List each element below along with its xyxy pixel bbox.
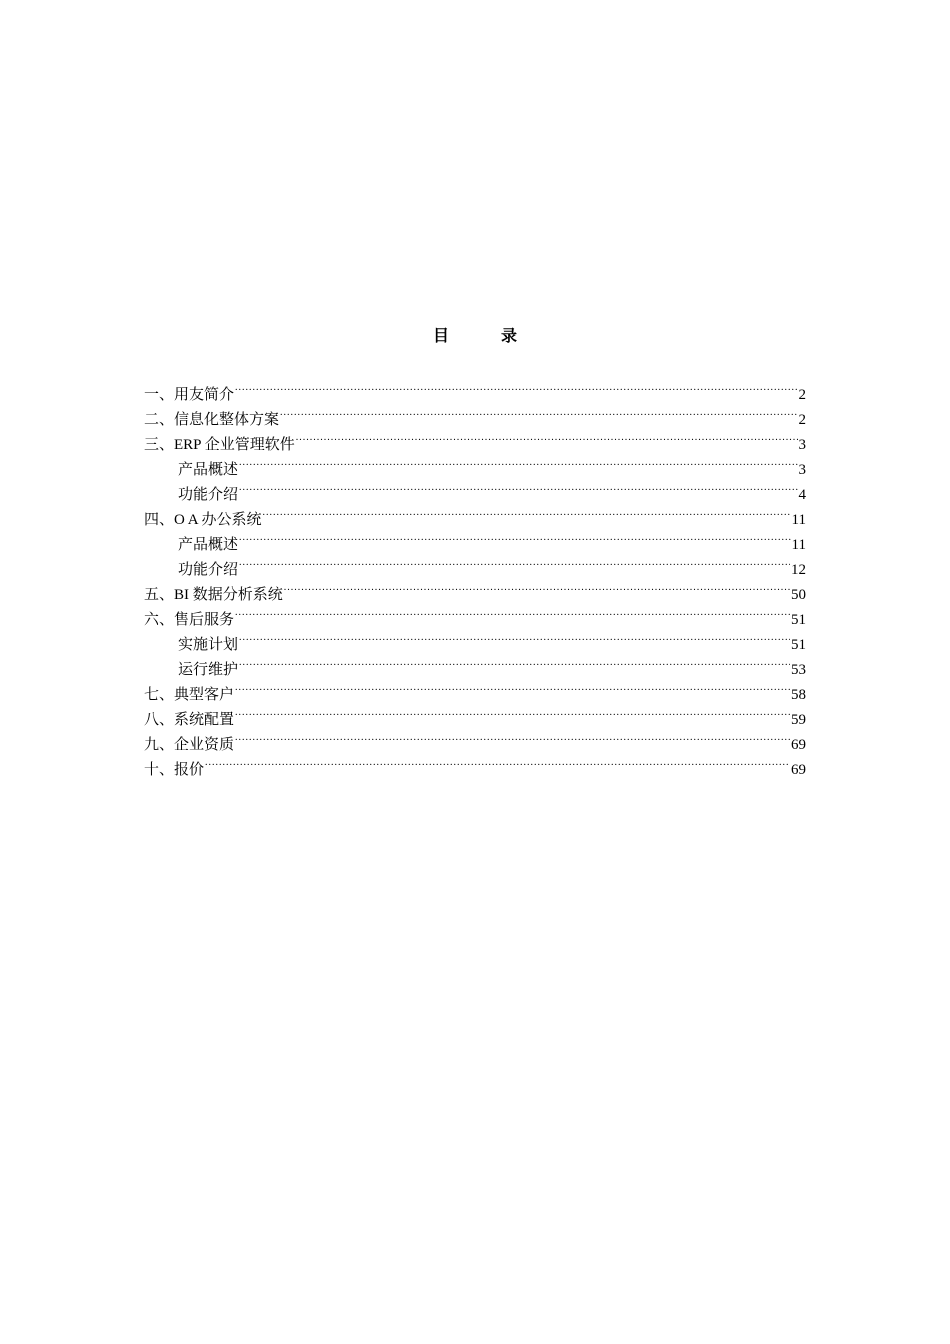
toc-dot-leader: [235, 674, 790, 699]
toc-page-number: 2: [798, 387, 806, 403]
toc-entry-label: 八、系统配置: [144, 712, 235, 728]
toc-entry-label: 功能介绍: [178, 487, 239, 503]
toc-dot-leader: [239, 449, 797, 474]
toc-entry-label: 功能介绍: [178, 562, 239, 578]
toc-subentry[interactable]: [144, 649, 806, 678]
toc-dot-leader: [205, 749, 790, 774]
toc-entry-label: 运行维护: [178, 662, 239, 678]
toc-entry[interactable]: [144, 574, 806, 603]
toc-entry[interactable]: [144, 674, 806, 703]
toc-entry-label: 七、典型客户: [144, 687, 235, 703]
toc-entry-label: 五、BI 数据分析系统: [144, 587, 283, 603]
toc-subentry[interactable]: [144, 624, 806, 653]
toc-subentry[interactable]: [144, 524, 806, 553]
toc-page-number: 59: [791, 712, 806, 728]
toc-entry[interactable]: [144, 599, 806, 628]
toc-subentry[interactable]: [144, 449, 806, 478]
toc-dot-leader: [239, 649, 790, 674]
toc-page-number: 3: [798, 462, 806, 478]
toc-title: 目 录: [432, 328, 535, 345]
toc-page-number: 51: [791, 637, 806, 653]
toc-entry-label: 九、企业资质: [144, 737, 235, 753]
toc-dot-leader: [239, 474, 797, 499]
toc-page-number: 12: [791, 562, 806, 578]
toc-page-number: 11: [791, 537, 806, 553]
toc-dot-leader: [239, 549, 790, 574]
toc-page-number: 50: [791, 587, 806, 603]
toc-dot-leader: [284, 574, 790, 599]
toc-entry-label: 产品概述: [178, 537, 239, 553]
toc-page-number: 4: [798, 487, 806, 503]
toc-entry[interactable]: [144, 699, 806, 728]
table-of-contents: [144, 374, 806, 778]
toc-page-number: 69: [791, 762, 806, 778]
toc-entry-label: 十、报价: [144, 762, 205, 778]
toc-page-number: 69: [791, 737, 806, 753]
toc-entry[interactable]: [144, 374, 806, 403]
toc-page-number: 53: [791, 662, 806, 678]
toc-page-number: 3: [798, 437, 806, 453]
toc-entry-label: 四、O A 办公系统: [144, 512, 262, 528]
toc-dot-leader: [239, 624, 790, 649]
toc-dot-leader: [239, 524, 791, 549]
toc-entry-label: 产品概述: [178, 462, 239, 478]
toc-dot-leader: [235, 374, 797, 399]
toc-subentry[interactable]: [144, 474, 806, 503]
toc-entry-label: 二、信息化整体方案: [144, 412, 280, 428]
toc-entry[interactable]: [144, 499, 806, 528]
toc-entry-label: 六、售后服务: [144, 612, 235, 628]
toc-entry[interactable]: [144, 399, 806, 428]
toc-page-number: 2: [798, 412, 806, 428]
toc-entry-label: 一、用友简介: [144, 387, 235, 403]
toc-dot-leader: [280, 399, 797, 424]
toc-page-number: 51: [791, 612, 806, 628]
toc-dot-leader: [235, 599, 790, 624]
toc-page-number: 58: [791, 687, 806, 703]
toc-dot-leader: [263, 499, 791, 524]
toc-entry-label: 实施计划: [178, 637, 239, 653]
toc-subentry[interactable]: [144, 549, 806, 578]
toc-page-number: 11: [791, 512, 806, 528]
toc-dot-leader: [235, 724, 790, 749]
toc-entry[interactable]: [144, 749, 806, 778]
toc-dot-leader: [235, 699, 790, 724]
toc-dot-leader: [296, 424, 798, 449]
toc-entry[interactable]: [144, 724, 806, 753]
toc-entry-label: 三、ERP 企业管理软件: [144, 437, 295, 453]
